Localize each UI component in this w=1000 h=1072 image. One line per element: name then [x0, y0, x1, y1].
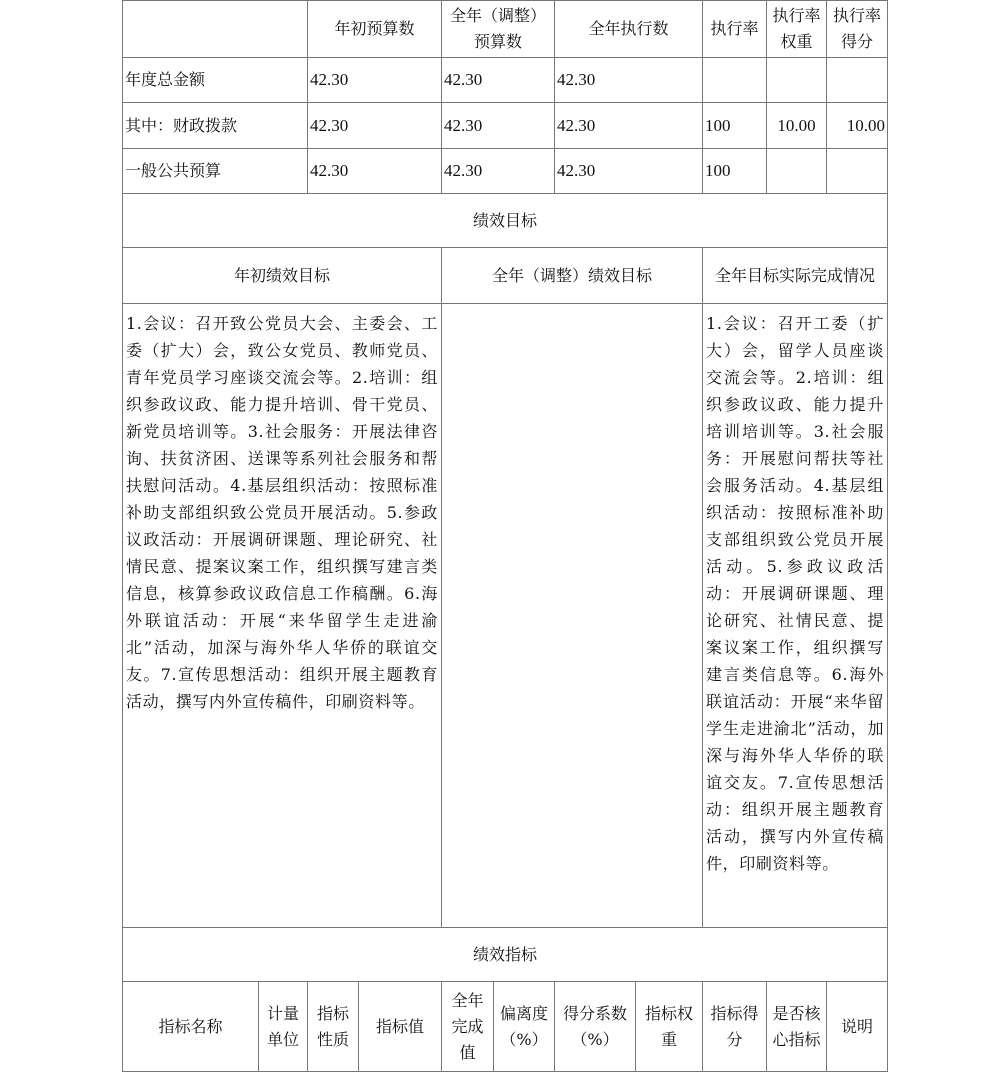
- header-adjusted-goal: 全年（调整）绩效目标: [442, 248, 703, 304]
- budget-row: [123, 58, 888, 103]
- header-completed-value: 全年完成值: [442, 982, 494, 1072]
- executed-value: 42.30: [555, 58, 703, 103]
- header-actual-completion: 全年目标实际完成情况: [703, 248, 888, 304]
- header-target-value: 指标值: [359, 982, 442, 1072]
- initial-value: 42.30: [308, 149, 442, 194]
- initial-goal-text: 1.会议：召开致公党员大会、主委会、工委（扩大）会，致公女党员、教师党员、青年党员学习座谈交流会等。2.培训：组织参政议政、能力提升培训、骨干党员、新党员培训等。3.社会服务：开展法律咨询、扶贫济困、送课等系列社会服务和帮扶慰问活动。4.基层组织活动：按照标准补助支部组织致公党员开展活动。5.参政议政活动：开展调研课题、理论研究、社情民意、提案议案工作，组织撰写建言类信息，核算参政议政信息工作稿酬。6.海外联谊活动：开展“来华留学生走进渝北”活动，加深与海外华人华侨的联谊交友。7.宣传思想活动：组织开展主题教育活动，撰写内外宣传稿件，印刷资料等。: [123, 304, 442, 928]
- row-label: 年度总金额: [123, 58, 308, 103]
- budget-header-row: [123, 1, 888, 58]
- header-nature: 指标性质: [308, 982, 359, 1072]
- header-is-core: 是否核心指标: [767, 982, 827, 1072]
- initial-value: 42.30: [308, 58, 442, 103]
- header-rate: 执行率: [703, 1, 767, 58]
- header-initial-budget: 年初预算数: [308, 1, 442, 58]
- row-label: 其中：财政拨款: [123, 103, 308, 149]
- actual-completion-text: 1.会议：召开工委（扩大）会，留学人员座谈交流会等。2.培训：组织参政议政、能力提升培训培训等。3.社会服务：开展慰问帮扶等社会服务活动。4.基层组织活动：按照标准补助支部组织致公党员开展活动。5.参政议政活动：开展调研课题、理论研究、社情民意、提案议案工作，组织撰写建言类信息等。6.海外联谊活动：开展“来华留学生走进渝北”活动，加深与海外华人华侨的联谊交友。7.宣传思想活动：组织开展主题教育活动，撰写内外宣传稿件，印刷资料等。: [703, 304, 888, 928]
- adjusted-value: 42.30: [442, 58, 555, 103]
- goals-header-row: [123, 248, 888, 304]
- score-value: [827, 58, 888, 103]
- budget-row: [123, 103, 888, 149]
- goals-content-row: [123, 304, 888, 928]
- weight-value: [767, 58, 827, 103]
- rate-value: [703, 58, 767, 103]
- performance-table: [122, 0, 888, 1072]
- executed-value: 42.30: [555, 149, 703, 194]
- indicators-section-row: [123, 928, 888, 982]
- indicators-header-row: [123, 982, 888, 1072]
- score-value: [827, 149, 888, 194]
- adjusted-goal-text: [442, 304, 703, 928]
- header-blank: [123, 1, 308, 58]
- indicators-section-title: 绩效指标: [123, 928, 888, 982]
- weight-value: [767, 149, 827, 194]
- row-label: 一般公共预算: [123, 149, 308, 194]
- budget-row: [123, 149, 888, 194]
- goals-section-title: 绩效目标: [123, 194, 888, 248]
- score-value: 10.00: [827, 103, 888, 149]
- header-initial-goal: 年初绩效目标: [123, 248, 442, 304]
- adjusted-value: 42.30: [442, 103, 555, 149]
- header-executed: 全年执行数: [555, 1, 703, 58]
- adjusted-value: 42.30: [442, 149, 555, 194]
- rate-value: 100: [703, 103, 767, 149]
- header-unit: 计量单位: [259, 982, 308, 1072]
- header-indicator-weight: 指标权重: [636, 982, 703, 1072]
- header-rate-weight: 执行率权重: [767, 1, 827, 58]
- header-adjusted-budget: 全年（调整）预算数: [442, 1, 555, 58]
- header-indicator-score: 指标得分: [703, 982, 767, 1072]
- header-rate-score: 执行率得分: [827, 1, 888, 58]
- header-score-coefficient: 得分系数（%）: [555, 982, 636, 1072]
- weight-value: 10.00: [767, 103, 827, 149]
- goals-section-row: [123, 194, 888, 248]
- header-indicator-name: 指标名称: [123, 982, 259, 1072]
- executed-value: 42.30: [555, 103, 703, 149]
- header-deviation: 偏离度（%）: [494, 982, 555, 1072]
- header-remarks: 说明: [827, 982, 888, 1072]
- rate-value: 100: [703, 149, 767, 194]
- initial-value: 42.30: [308, 103, 442, 149]
